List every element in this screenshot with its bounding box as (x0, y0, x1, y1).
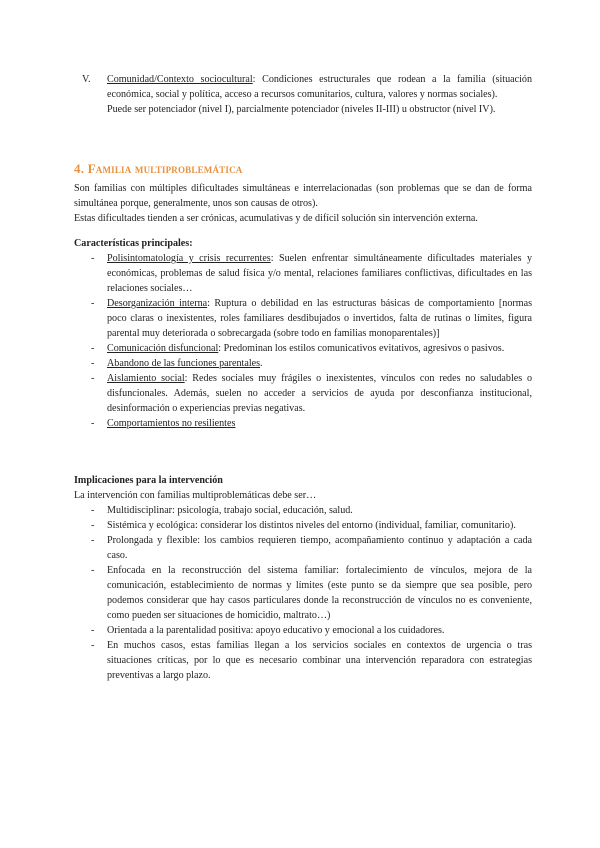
characteristics-list (74, 251, 532, 431)
item-label: Polisintomatología y crisis recurrentes (107, 253, 271, 264)
list-item: - Orientada a la parentalidad positiva: apoyo educativo y emocional a los cuidadores. (91, 625, 445, 636)
list-item: - Multidisciplinar: psicología, trabajo social, educación, salud. (91, 505, 353, 516)
roman-list-item (74, 72, 532, 117)
roman-item-note: Puede ser potenciador (nivel I), parcialmente potenciador (niveles II-III) u obstructor (nivel IV). (107, 104, 496, 115)
list-item: - Comunicación disfuncional: Predominan los estilos comunicativos evitativos, agresivos o pasivos. (91, 343, 505, 354)
list-item: - En muchos casos, estas familias llegan a los servicios sociales en contextos de urgencia o tras situaciones críticas, por lo que es necesario combinar una intervención reparadora con estrategias preventivas a largo plazo. (91, 640, 532, 681)
roman-item-label: Comunidad/Contexto sociocultural (107, 74, 253, 85)
section-heading: 4. Familia multiproblemática (74, 161, 243, 176)
list-item: - Prolongada y flexible: los cambios requieren tiempo, acompañamiento continuo y adaptación a cada caso. (91, 535, 532, 561)
item-label: Comunicación disfuncional (107, 343, 219, 354)
item-label: Aislamiento social (107, 373, 185, 384)
list-item: - Polisintomatología y crisis recurrentes: Suelen enfrentar simultáneamente dificultades materiales y económicas, problemas de salud física y/o mental, relaciones familiares conflictivas, dificultades en las relaciones sociales… (91, 253, 532, 294)
item-label: Comportamientos no resilientes (107, 418, 236, 429)
characteristics-title: Características principales: (74, 238, 193, 249)
implications-list (74, 503, 532, 683)
list-item: - Abandono de las funciones parentales. (91, 358, 263, 369)
characteristics-section (74, 236, 532, 431)
intro-paragraph-2: Estas dificultades tienden a ser crónicas, acumulativas y de difícil solución sin intervención externa. (74, 213, 478, 224)
implications-title: Implicaciones para la intervención (74, 475, 223, 486)
intro-text (74, 181, 532, 226)
item-label: Desorganización interna (107, 298, 208, 309)
implications-lead: La intervención con familias multiproblemáticas debe ser… (74, 490, 317, 501)
list-item: - Aislamiento social: Redes sociales muy frágiles o inexistentes, vínculos con redes no saludables o disfuncionales. Además, suelen no acceder a servicios de ayuda por desconfianza institucional, desinformación o experiencias previas negativas. (91, 373, 532, 414)
list-item: - Sistémica y ecológica: considerar los distintos niveles del entorno (individual, familiar, comunitario). (91, 520, 516, 531)
intro-paragraph-1: Son familias con múltiples dificultades simultáneas e interrelacionadas (son problemas que se dan de forma simultánea porque, generalmente, unos son causas de otros). (74, 183, 532, 209)
item-label: Abandono de las funciones parentales (107, 358, 261, 369)
list-item: - Enfocada en la reconstrucción del sistema familiar: fortalecimiento de vínculos, mejora de la comunicación, establecimiento de normas y límites (este punto se da siempre que sea posible, pero podemos considerar que hay casos particulares donde la reconstrucción de vínculos no es conveniente, como pueden ser situaciones de homicidio, maltrato…) (91, 565, 532, 621)
list-item: - Comportamientos no resilientes (91, 418, 236, 429)
implications-section (74, 473, 532, 683)
roman-numeral: V. (82, 74, 91, 85)
roman-item-text: Comunidad/Contexto sociocultural: Condiciones estructurales que rodean a la familia (situación económica, social y política, acceso a recursos comunitarios, cultura, valores y normas sociales). (107, 74, 533, 100)
list-item: - Desorganización interna: Ruptura o debilidad en las estructuras básicas de comportamiento [normas poco claras o inexistentes, roles familiares desdibujados o invertidos, falta de rutinas o límites, figura parental muy deteriorada o sobrecargada (sobre todo en familias monoparentales)] (91, 298, 532, 339)
